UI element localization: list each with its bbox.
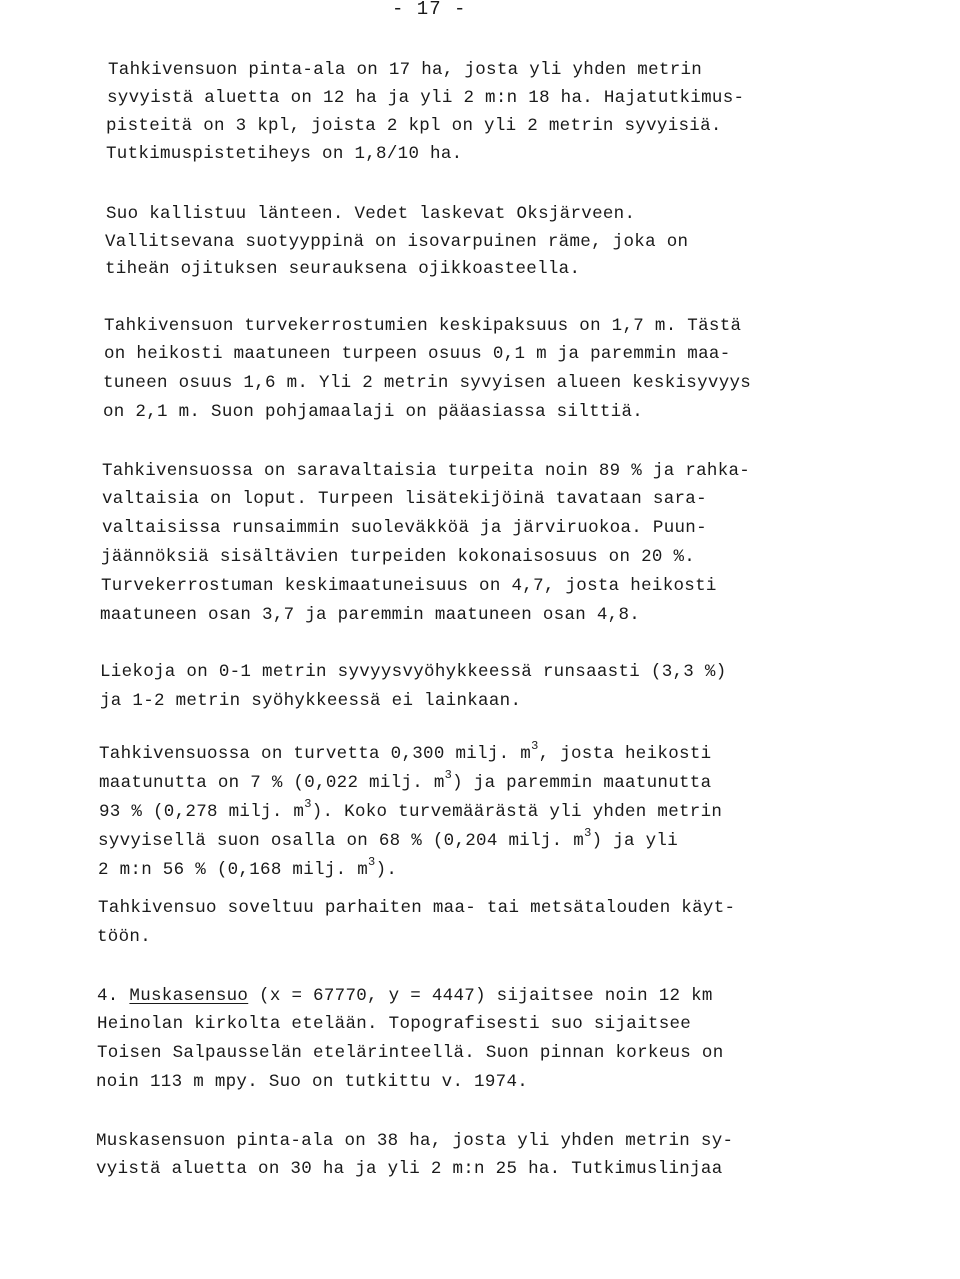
- text-segment: 93 % (0,278 milj. m: [99, 802, 305, 822]
- text-line: jäännöksiä sisältävien turpeiden kokonaisosuus on 20 %.: [101, 547, 696, 567]
- text-line: töön.: [97, 927, 152, 947]
- text-line: tiheän ojituksen seurauksena ojikkoasteella.: [105, 259, 581, 279]
- text-line: Heinolan kirkolta etelään. Topografisesti suo sijaitsee: [97, 1014, 692, 1034]
- text-line: on heikosti maatuneen turpeen osuus 0,1 m ja paremmin maa-: [104, 344, 731, 364]
- text-segment: ) ja paremmin maatunutta: [452, 773, 712, 793]
- text-line: Liekoja on 0-1 metrin syvyysvyöhykkeessä runsaasti (3,3 %): [100, 662, 727, 682]
- text-segment: ).: [375, 860, 398, 880]
- text-segment: maatunutta on 7 % (0,022 milj. m: [99, 773, 445, 793]
- text-segment: ) ja yli: [591, 831, 679, 851]
- text-line: Vallitsevana suotyyppinä on isovarpuinen räme, joka on: [105, 232, 689, 252]
- text-line: Tutkimuspistetiheys on 1,8/10 ha.: [106, 144, 463, 164]
- text-segment: , josta heikosti: [538, 744, 712, 764]
- text-line: ja 1-2 metrin syöhykkeessä ei lainkaan.: [100, 691, 522, 711]
- text-line: [99, 739, 712, 764]
- text-segment: (x = 67770, y = 4447) sijaitsee noin 12 km: [248, 986, 713, 1006]
- text-line: vyistä aluetta on 30 ha ja yli 2 m:n 25 ha. Tutkimuslinjaa: [96, 1159, 723, 1179]
- text-line: [99, 797, 723, 822]
- text-line: pisteitä on 3 kpl, joista 2 kpl on yli 2 metrin syvyisiä.: [106, 116, 722, 136]
- text-line: [98, 855, 398, 880]
- text-segment: 2 m:n 56 % (0,168 milj. m: [98, 860, 369, 880]
- text-line: Tahkivensuossa on saravaltaisia turpeita noin 89 % ja rahka-: [102, 461, 751, 481]
- text-line: Turvekerrostuman keskimaatuneisuus on 4,7, josta heikosti: [101, 576, 717, 596]
- superscript: 3: [368, 855, 376, 870]
- text-line: maatuneen osan 3,7 ja paremmin maatuneen osan 4,8.: [100, 605, 641, 625]
- superscript: 3: [584, 826, 592, 841]
- superscript: 3: [531, 739, 539, 754]
- page-number: - 17 -: [392, 0, 467, 20]
- text-line: Toisen Salpausselän etelärinteellä. Suon pinnan korkeus on: [97, 1043, 724, 1063]
- text-line: noin 113 m mpy. Suo on tutkittu v. 1974.: [96, 1072, 529, 1092]
- text-segment: Tahkivensuossa on turvetta 0,300 milj. m: [99, 744, 532, 764]
- text-line: valtaisissa runsaimmin suoleväkköä ja järviruokoa. Puun-: [102, 518, 707, 538]
- text-line: on 2,1 m. Suon pohjamaalaji on pääasiassa silttiä.: [103, 402, 644, 422]
- text-line: [98, 826, 679, 851]
- text-line: tuneen osuus 1,6 m. Yli 2 metrin syvyisen alueen keskisyvyys: [103, 373, 752, 393]
- text-segment: syvyisellä suon osalla on 68 % (0,204 milj. m: [98, 831, 585, 851]
- text-line: syvyistä aluetta on 12 ha ja yli 2 m:n 18 ha. Hajatutkimus-: [107, 88, 745, 108]
- text-line: Tahkivensuon turvekerrostumien keskipaksuus on 1,7 m. Tästä: [104, 316, 742, 336]
- text-line: Tahkivensuon pinta-ala on 17 ha, josta yli yhden metrin: [108, 60, 703, 80]
- text-line: [97, 986, 713, 1006]
- text-line: [99, 768, 712, 793]
- superscript: 3: [304, 797, 312, 812]
- superscript: 3: [444, 768, 453, 783]
- text-segment: ). Koko turvemäärästä yli yhden metrin: [311, 802, 723, 822]
- text-line: valtaisia on loput. Turpeen lisätekijöinä tavataan sara-: [102, 489, 707, 509]
- list-number: 4.: [97, 986, 130, 1006]
- section-title: Muskasensuo: [129, 986, 249, 1006]
- text-line: Muskasensuon pinta-ala on 38 ha, josta yli yhden metrin sy-: [96, 1131, 734, 1151]
- text-line: Tahkivensuo soveltuu parhaiten maa- tai metsätalouden käyt-: [98, 898, 736, 918]
- text-line: Suo kallistuu länteen. Vedet laskevat Oksjärveen.: [106, 204, 636, 224]
